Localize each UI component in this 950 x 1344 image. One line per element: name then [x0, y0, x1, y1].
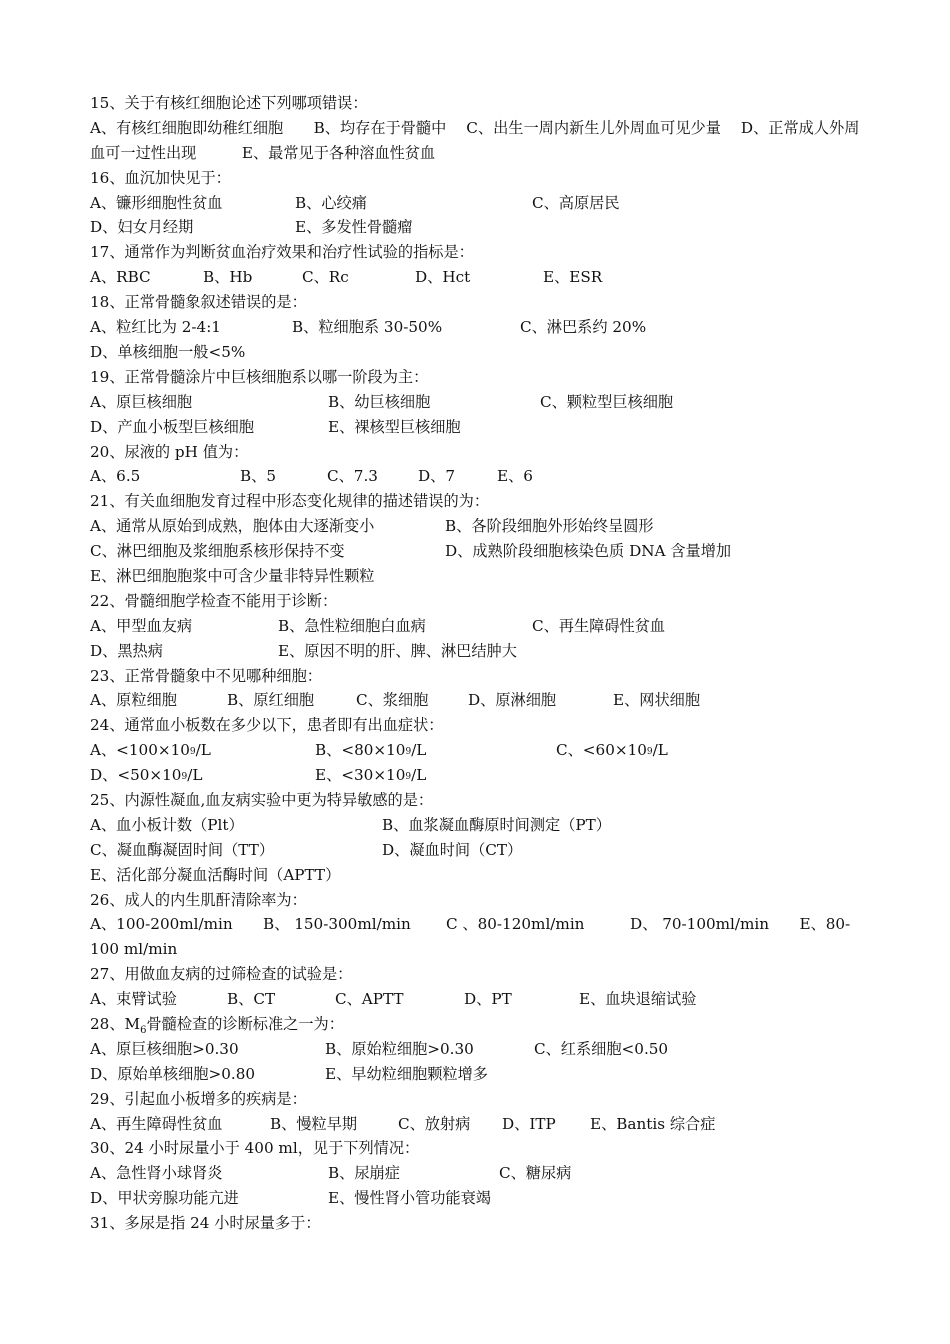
option-d: D、Hct: [415, 268, 471, 287]
question-22-options-row-2: [90, 639, 870, 664]
question-21-options-row-1: [90, 514, 870, 539]
option-b: B、原红细胞: [227, 691, 315, 710]
question-30-stem: 30、24 小时尿量小于 400 ml，见于下列情况：: [90, 1139, 420, 1158]
option-e: E、ESR: [543, 268, 603, 287]
option-c: C、淋巴系约 20%: [520, 318, 647, 337]
option-c: C、颗粒型巨核细胞: [540, 392, 674, 411]
question-28-options-row-2: [90, 1062, 870, 1087]
question-16-options-row-1: [90, 191, 870, 216]
option-b: B、<80×109/L: [315, 741, 427, 760]
question-22-stem: 22、骨髓细胞学检查不能用于诊断：: [90, 591, 338, 610]
option-d: D、甲状旁腺功能亢进: [90, 1189, 239, 1208]
option-a: A、粒红比为 2-4:1: [90, 318, 221, 337]
option-c: C、Rc: [302, 268, 349, 287]
question-30-options-row-1: [90, 1161, 870, 1186]
option-b: B、血浆凝血酶原时间测定（PT）: [382, 815, 611, 834]
option-a: A、急性肾小球肾炎: [90, 1164, 223, 1183]
option-a: A、血小板计数（Plt）: [90, 815, 244, 834]
option-a: A、原巨核细胞: [90, 392, 193, 411]
question-20-stem: 20、尿液的 pH 值为：: [90, 442, 249, 461]
option-a: A、<100×109/L: [90, 741, 211, 760]
question-17-stem: 17、通常作为判断贫血治疗效果和治疗性试验的指标是：: [90, 243, 474, 262]
question-19-options-row-2: [90, 415, 870, 440]
option-b: B、幼巨核细胞: [328, 392, 431, 411]
question-27-options: [90, 987, 870, 1012]
question-21-stem: 21、有关血细胞发育过程中形态变化规律的描述错误的为：: [90, 492, 490, 511]
option-e: E、血块退缩试验: [579, 990, 697, 1009]
question-23-options: [90, 688, 870, 713]
option-b: B、5: [240, 467, 277, 486]
question-16-options-row-2: [90, 215, 870, 240]
question-18-stem: 18、正常骨髓象叙述错误的是：: [90, 293, 307, 312]
option-a: A、镰形细胞性贫血: [90, 193, 223, 212]
option-b: B、原始粒细胞>0.30: [325, 1039, 474, 1058]
option-d: D、ITP: [502, 1114, 556, 1133]
question-26-stem: 26、成人的内生肌酐清除率为：: [90, 890, 307, 909]
question-31-stem: 31、多尿是指 24 小时尿量多于：: [90, 1214, 321, 1233]
question-25-stem: 25、内源性凝血,血友病实验中更为特异敏感的是：: [90, 790, 434, 809]
option-b: B、CT: [227, 990, 276, 1009]
option-c: C、凝血酶凝固时间（TT）: [90, 840, 275, 859]
question-29-stem: 29、引起血小板增多的疾病是：: [90, 1089, 307, 1108]
option-c: C、高原居民: [532, 193, 620, 212]
option-e: E、网状细胞: [613, 691, 701, 710]
question-17-options: [90, 265, 870, 290]
question-21-options-row-2: [90, 539, 870, 564]
option-c: C、再生障碍性贫血: [532, 616, 666, 635]
option-d: D、原始单核细胞>0.80: [90, 1064, 256, 1083]
option-a: A、6.5: [90, 467, 141, 486]
question-21-options-row-3: [90, 564, 870, 589]
option-c: C、红系细胞<0.50: [534, 1039, 669, 1058]
option-e: E、早幼粒细胞颗粒增多: [325, 1064, 488, 1083]
question-18-options-row-1: [90, 315, 870, 340]
option-c: C、淋巴细胞及浆细胞系核形保持不变: [90, 542, 345, 561]
question-28-options-row-1: [90, 1037, 870, 1062]
question-24-options-row-1: [90, 738, 870, 763]
question-22-options-row-1: [90, 614, 870, 639]
option-a: A、原巨核细胞>0.30: [90, 1039, 239, 1058]
option-c: C、APTT: [335, 990, 404, 1009]
option-b: B、Hb: [203, 268, 253, 287]
option-e: E、慢性肾小管功能衰竭: [328, 1189, 491, 1208]
option-c: C、糖尿病: [499, 1164, 572, 1183]
option-d: D、妇女月经期: [90, 218, 194, 237]
option-d: D、黑热病: [90, 641, 163, 660]
option-b: B、慢粒早期: [270, 1114, 358, 1133]
option-b: B、急性粒细胞白血病: [278, 616, 426, 635]
question-16-stem: 16、血沉加快见于：: [90, 168, 231, 187]
question-28-stem: 28、$M_6$骨髓检查的诊断标准之一为：: [90, 1015, 344, 1037]
question-24-stem: 24、通常血小板数在多少以下，患者即有出血症状：: [90, 716, 444, 735]
question-25-options-row-2: [90, 838, 870, 863]
question-25-options-row-3: [90, 863, 870, 888]
option-b: B、尿崩症: [328, 1164, 400, 1183]
option-d: D、产血小板型巨核细胞: [90, 417, 255, 436]
option-a: A、通常从原始到成熟，胞体由大逐渐变小: [90, 517, 375, 536]
option-e: E、裸核型巨核细胞: [328, 417, 461, 436]
option-c: C、<60×109/L: [556, 741, 668, 760]
option-a: A、束臂试验: [90, 990, 177, 1009]
option-d: D、成熟阶段细胞核染色质 DNA 含量增加: [445, 542, 732, 561]
question-20-options: [90, 464, 870, 489]
option-d: D、7: [418, 467, 456, 486]
option-a: A、甲型血友病: [90, 616, 193, 635]
question-19-options-row-1: [90, 390, 870, 415]
question-29-options: [90, 1112, 870, 1137]
question-24-options-row-2: [90, 763, 870, 788]
exam-page: [90, 91, 870, 1236]
option-e: E、<30×109/L: [315, 766, 427, 785]
question-25-options-row-1: [90, 813, 870, 838]
question-30-options-row-2: [90, 1186, 870, 1211]
option-d: D、<50×109/L: [90, 766, 203, 785]
option-a: A、再生障碍性贫血: [90, 1114, 223, 1133]
question-15-options: A、有核红细胞即幼稚红细胞 B、均存在于骨髓中 C、出生一周内新生儿外周血可见少量 D、正常成人外周血可一过性出现 E、最常见于各种溶血性贫血: [90, 118, 860, 162]
option-e: E、淋巴细胞胞浆中可含少量非特异性颗粒: [90, 566, 375, 585]
option-b: B、心绞痛: [295, 193, 367, 212]
option-d: D、原淋细胞: [468, 691, 557, 710]
option-c: C、浆细胞: [356, 691, 429, 710]
question-19-stem: 19、正常骨髓涂片中巨核细胞系以哪一阶段为主：: [90, 367, 429, 386]
question-27-stem: 27、用做血友病的过筛检查的试验是：: [90, 965, 353, 984]
option-e: E、活化部分凝血活酶时间（APTT）: [90, 865, 341, 884]
option-e: E、原因不明的肝、脾、淋巴结肿大: [278, 641, 517, 660]
option-e: E、6: [497, 467, 533, 486]
option-c: C、7.3: [327, 467, 378, 486]
question-18-options-row-2: [90, 340, 870, 365]
option-b: B、粒细胞系 30-50%: [292, 318, 443, 337]
question-15-stem: 15、关于有核红细胞论述下列哪项错误：: [90, 94, 368, 112]
option-a: A、RBC: [90, 268, 151, 287]
option-e: E、多发性骨髓瘤: [295, 218, 413, 237]
option-d: D、凝血时间（CT）: [382, 840, 523, 859]
option-b: B、各阶段细胞外形始终呈圆形: [445, 517, 654, 536]
option-c: C、放射病: [398, 1114, 471, 1133]
option-e: E、Bantis 综合症: [590, 1114, 716, 1133]
question-26-options: A、100-200ml/min B、 150-300ml/min C 、80-120ml/min D、 70-100ml/min E、80-100 ml/min: [90, 915, 851, 959]
option-a: A、原粒细胞: [90, 691, 177, 710]
option-d: D、PT: [464, 990, 512, 1009]
option-d: D、单核细胞一般<5%: [90, 342, 246, 361]
question-23-stem: 23、正常骨髓象中不见哪种细胞：: [90, 666, 322, 685]
